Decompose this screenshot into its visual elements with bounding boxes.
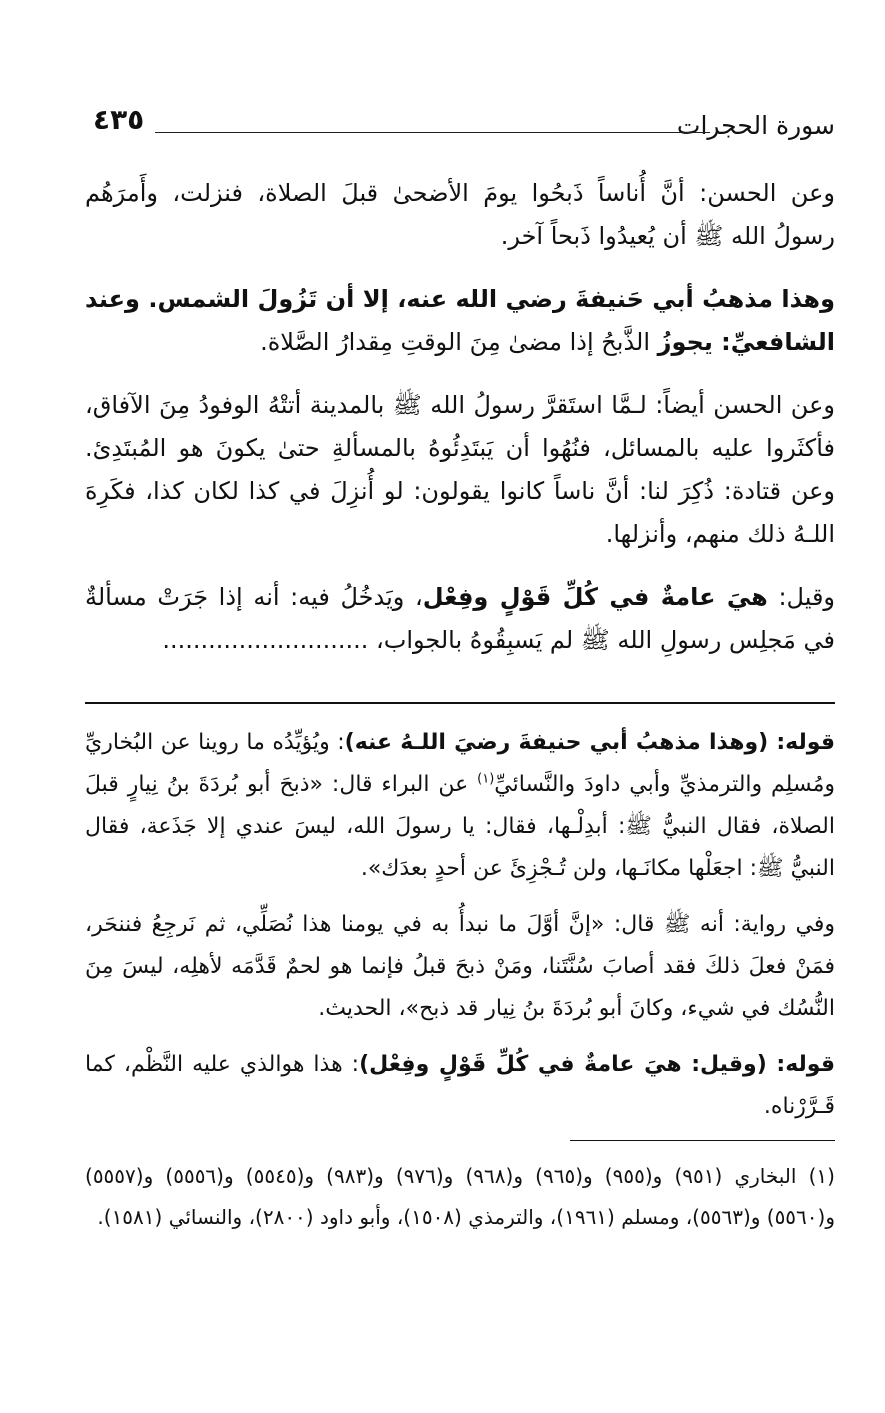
- page-number: ٤٣٥: [93, 103, 145, 136]
- paragraph-text: : هذا هوالذي عليه النَّظْم، كما قَـرَّرْناه.: [85, 1052, 835, 1119]
- main-paragraph-2: [85, 278, 835, 364]
- paragraph-text: وعن الحسن أيضاً: لـمَّا استَقرَّ رسولُ الله ﷺ بالمدينة أتتْهُ الوفودُ مِنَ الآفاق، فأكثَروا عليه بالمسائل، فنُهُوا أن يَبتَدِئُوهُ بالمسألةِ حتىٰ يكونَ هو المُبتَدِئ. وعن قتادة: ذُكِرَ لنا: أنَّ ناساً كانوا يقولون: لو أُنزِلَ في كذا لكان كذا، فكَرِهَ اللـهُ ذلك منهم، وأنزلها.: [85, 391, 835, 548]
- paragraph-text: وفي رواية: أنه ﷺ قال: «إنَّ أوَّلَ ما نبدأُ به في يومنا هذا نُصَلِّي، ثم نَرجِعُ فننحَر، فمَنْ فعلَ ذلكَ فقد أصابَ سُنَّتَنا، ومَنْ ذبحَ قبلُ فإنما هو لحمٌ قَدَّمَه لأهلِه، ليسَ مِنَ النُّسُك في شيء، وكانَ أبو بُردَةَ بنُ نِيار قد ذبح»، الحديث.: [85, 912, 835, 1021]
- commentary-paragraph-1: [85, 722, 835, 890]
- footnote-rule: [570, 1140, 835, 1141]
- continuation-dots: ...........................: [162, 626, 369, 654]
- paragraph-text-continued: عن البراء قال: «ذبحَ أبو بُردَةَ بنُ نِيارٍ قبلَ الصلاة، فقال النبيُّ ﷺ: أبدِلْـها، فقال: يا رسولَ الله، ليسَ عندي إلا جَذَعة، فقال النبيُّ ﷺ: اجعَلْها مكانَـها، ولن تُـجْزِئَ عن أحدٍ بعدَك».: [85, 772, 835, 881]
- commentary: [85, 722, 835, 1128]
- paragraph-intro: وقيل:: [767, 583, 836, 611]
- footnotes: [85, 1156, 835, 1238]
- surah-title: سورة الحجرات: [676, 111, 835, 140]
- main-text: [85, 172, 835, 662]
- main-paragraph-4: [85, 576, 835, 662]
- commentary-paragraph-3: [85, 1044, 835, 1128]
- book-page: [85, 0, 835, 1413]
- paragraph-text: : ويُؤيِّدُه ما روينا عن البُخاريِّ ومُسلِم والترمذيِّ وأبي داودَ والنَّسائيِّ: [85, 730, 836, 797]
- paragraph-text: وعن الحسن: أنَّ أُناساً ذَبحُوا يومَ الأضحىٰ قبلَ الصلاة، فنزلت، وأَمرَهُم رسولُ الله ﷺ أن يُعيدُوا ذَبحاً آخر.: [85, 179, 835, 250]
- running-header: [85, 104, 835, 144]
- quoted-phrase: قوله: (وقيل: هيَ عامةٌ في كُلِّ قَوْلٍ وفِعْل): [359, 1052, 835, 1077]
- text-divider: [85, 702, 835, 704]
- header-rule: [155, 132, 710, 133]
- footnote-reference[interactable]: (١): [477, 771, 495, 787]
- main-paragraph-1: [85, 172, 835, 258]
- commentary-paragraph-2: [85, 904, 835, 1030]
- bold-phrase: وهذا مذهبُ أبي حَنيفةَ رضي الله عنه، إلا أن تَزُولَ الشمس. وعند الشافعيِّ: يجوزُ: [85, 285, 835, 356]
- quoted-phrase: قوله: (وهذا مذهبُ أبي حنيفةَ رضيَ اللـهُ عنه): [344, 730, 835, 755]
- main-paragraph-3: [85, 384, 835, 556]
- paragraph-text: ، ويَدخُلُ فيه: أنه إذا جَرَتْ مسألةٌ في مَجلِس رسولِ الله ﷺ لم يَسبِقُوهُ بالجواب،: [85, 583, 835, 654]
- footnote-1: (١) البخاري (٩٥١) و(٩٥٥) و(٩٦٥) و(٩٦٨) و(٩٧٦) و(٩٨٣) و(٥٥٤٥) و(٥٥٥٦) و(٥٥٥٧) و(٥٥٦٠) و(٥٥٦٣)، ومسلم (١٩٦١)، والترمذي (١٥٠٨)، وأبو داود (٢٨٠٠)، والنسائي (١٥٨١).: [85, 1164, 835, 1229]
- bold-phrase: هيَ عامةٌ في كُلِّ قَوْلٍ وفِعْل: [422, 583, 768, 611]
- paragraph-text: الذَّبحُ إذا مضىٰ مِنَ الوقتِ مِقدارُ الصَّلاة.: [260, 328, 658, 356]
